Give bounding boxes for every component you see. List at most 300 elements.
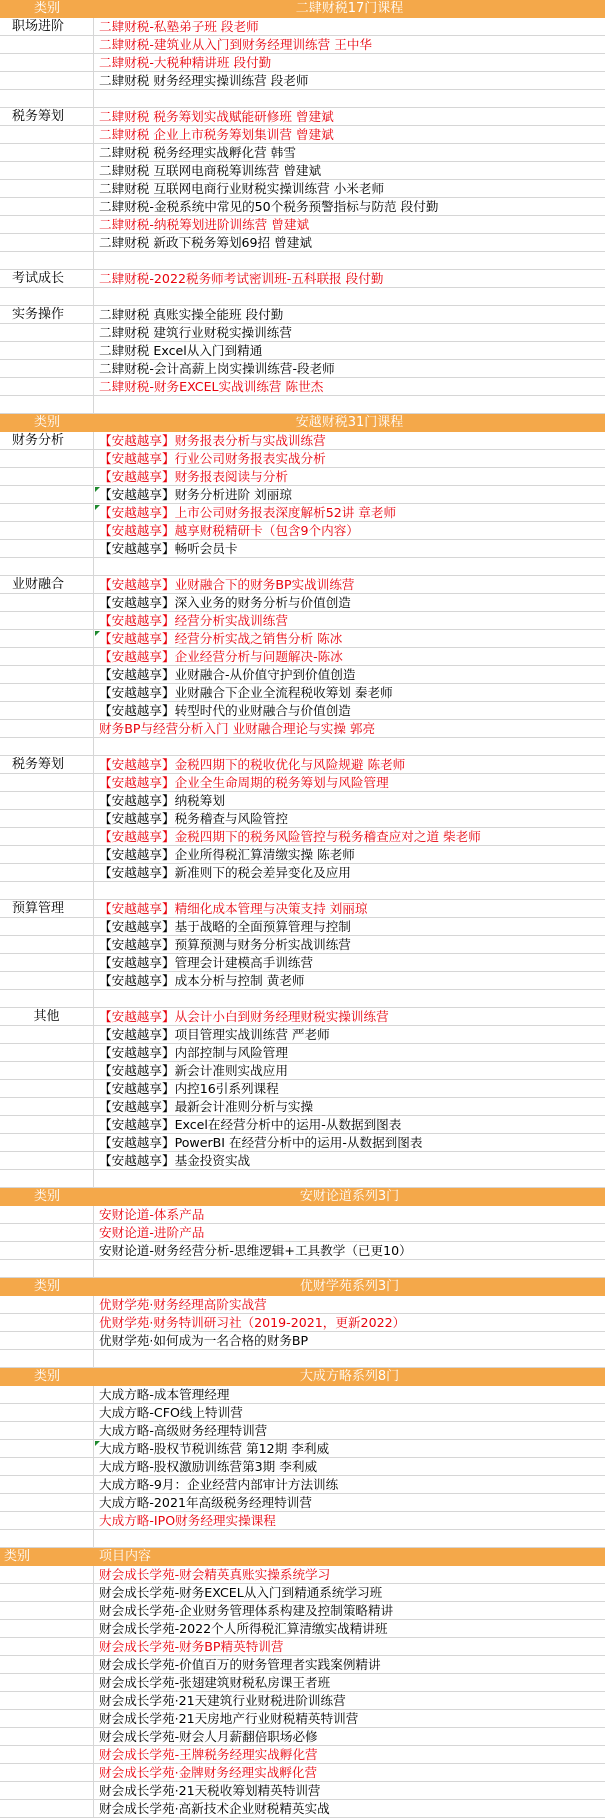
course-item: 大成方略-2021年高级税务经理特训营: [99, 1495, 312, 1510]
section-header-category: 类别: [33, 1, 60, 16]
course-item: 【安越越享】Excel在经营分析中的运用-从数据到图表: [99, 1117, 402, 1132]
category-cell: [0, 468, 94, 486]
course-row: [0, 234, 605, 252]
section-header-category: 类别: [4, 1549, 31, 1564]
category-cell: [0, 342, 94, 360]
course-row: [0, 216, 605, 234]
course-row: [0, 504, 605, 522]
course-row: [0, 1602, 605, 1620]
category-cell: [0, 1764, 94, 1782]
category-cell: [0, 1206, 94, 1224]
category-cell: [0, 1332, 94, 1350]
course-item: 财会成长学苑-财务EXCEL从入门到精通系统学习班: [99, 1585, 383, 1600]
course-item: [99, 1260, 603, 1278]
course-item: 【安越越享】越享财税精研卡（包含9个内容）: [99, 523, 359, 538]
course-row: [0, 1674, 605, 1692]
course-item: 二肆财税-大税种精讲班 段付勤: [99, 55, 272, 70]
category-cell: [0, 540, 94, 558]
course-item: 财会成长学苑·21天建筑行业财税进阶训练营: [99, 1693, 346, 1708]
course-row: [0, 828, 605, 846]
course-item: 财会成长学苑·21天房地产行业财税精英特训营: [99, 1711, 359, 1726]
category-cell: [0, 216, 94, 234]
course-item: 【安越越享】行业公司财务报表实战分析: [99, 451, 326, 466]
course-row: [0, 108, 605, 126]
category-cell: [0, 594, 94, 612]
category-cell: [0, 1638, 94, 1656]
section-header-category: 类别: [33, 1279, 60, 1294]
course-item: 二肆财税 真账实操全能班 段付勤: [99, 307, 284, 322]
course-row: [0, 1152, 605, 1170]
section-header-category: 类别: [33, 1189, 60, 1204]
category-cell: [0, 1692, 94, 1710]
category-cell: [0, 558, 94, 576]
category-cell: [0, 720, 94, 738]
course-item: 二肆财税-财务EXCEL实战训练营 陈世杰: [99, 379, 324, 394]
category-cell: [0, 738, 94, 756]
category-cell: [0, 522, 94, 540]
course-item: 【安越越享】从会计小白到财务经理财税实操训练营: [99, 1009, 389, 1024]
course-row: [0, 918, 605, 936]
category-cell: [0, 828, 94, 846]
category-cell: 预算管理: [0, 900, 94, 918]
course-row: [0, 342, 605, 360]
category-cell: [0, 1620, 94, 1638]
course-item: 二肆财税 互联网电商行业财税实操训练营 小米老师: [99, 181, 385, 196]
course-row: [0, 1296, 605, 1314]
course-item: 【安越越享】业财融合下的财务BP实战训练营: [99, 577, 355, 592]
course-item: 大成方略-高级财务经理特训营: [99, 1423, 268, 1438]
course-row: [0, 126, 605, 144]
course-row: [0, 1206, 605, 1224]
course-row: [0, 1134, 605, 1152]
category-cell: [0, 180, 94, 198]
course-row: [0, 684, 605, 702]
course-row: [0, 288, 605, 306]
course-item: [99, 90, 603, 108]
category-cell: 业财融合: [0, 576, 94, 594]
course-item: 【安越越享】预算预测与财务分析实战训练营: [99, 937, 351, 952]
course-item: 【安越越享】精细化成本管理与决策支持 刘丽琼: [99, 901, 368, 916]
course-item: [99, 882, 603, 900]
course-item: 【安越越享】基金投资实战: [99, 1153, 251, 1168]
course-row: [0, 54, 605, 72]
course-row: [0, 900, 605, 918]
course-item: [99, 738, 603, 756]
course-row: [0, 396, 605, 414]
category-cell: [0, 486, 94, 504]
course-row: [0, 864, 605, 882]
category-cell: [0, 1458, 94, 1476]
category-cell: [0, 1422, 94, 1440]
category-cell: [0, 1512, 94, 1530]
category-cell: [0, 1746, 94, 1764]
category-cell: [0, 1134, 94, 1152]
course-item: 优财学苑·财务特训研习社（2019-2021，更新2022）: [99, 1315, 406, 1330]
course-item: 二肆财税-会计高薪上岗实操训练营-段老师: [99, 361, 335, 376]
section-header: [0, 1548, 605, 1566]
course-row: [0, 1332, 605, 1350]
category-cell: [0, 630, 94, 648]
course-item: 财会成长学苑-财务BP精英特训营: [99, 1639, 284, 1654]
category-cell: [0, 252, 94, 270]
category-cell: [0, 1566, 94, 1584]
category-cell: [0, 1152, 94, 1170]
course-row: [0, 1620, 605, 1638]
course-item: 【安越越享】业财融合-从价值守护到价值创造: [99, 667, 356, 682]
course-item: 财务BP与经营分析入门 业财融合理论与实操 郭亮: [99, 721, 376, 736]
course-row: [0, 432, 605, 450]
course-row: [0, 1764, 605, 1782]
course-item: 【安越越享】管理会计建模高手训练营: [99, 955, 314, 970]
category-cell: 财务分析: [0, 432, 94, 450]
course-row: [0, 324, 605, 342]
course-item: 二肆财税 税务筹划实战赋能研修班 曾建斌: [99, 109, 334, 124]
course-item: 二肆财税 Excel从入门到精通: [99, 343, 263, 358]
course-row: [0, 648, 605, 666]
section-header-category: 类别: [33, 415, 60, 430]
course-row: [0, 72, 605, 90]
category-cell: [0, 1602, 94, 1620]
course-row: [0, 990, 605, 1008]
course-item: 二肆财税-纳税筹划进阶训练营 曾建斌: [99, 217, 310, 232]
category-cell: [0, 1062, 94, 1080]
course-row: [0, 1728, 605, 1746]
category-cell: [0, 1296, 94, 1314]
category-cell: [0, 54, 94, 72]
course-row: [0, 1350, 605, 1368]
category-cell: 税务筹划: [0, 108, 94, 126]
section-header: [0, 1278, 605, 1296]
course-row: [0, 1494, 605, 1512]
course-row: [0, 1026, 605, 1044]
course-row: [0, 630, 605, 648]
course-row: [0, 1692, 605, 1710]
course-item: 优财学苑·财务经理高阶实战营: [99, 1297, 267, 1312]
course-row: [0, 1422, 605, 1440]
course-row: [0, 1566, 605, 1584]
course-row: [0, 1062, 605, 1080]
course-row: [0, 540, 605, 558]
section-header: [0, 1188, 605, 1206]
category-cell: [0, 702, 94, 720]
course-item: 【安越越享】财务分析进阶 刘丽琼: [99, 487, 292, 502]
section-header: [0, 1368, 605, 1386]
course-item: 财会成长学苑-财会精英真账实操系统学习: [99, 1567, 331, 1582]
category-cell: 实务操作: [0, 306, 94, 324]
category-cell: [0, 792, 94, 810]
course-row: [0, 792, 605, 810]
course-row: [0, 306, 605, 324]
category-cell: [0, 360, 94, 378]
course-item: 【安越越享】纳税筹划: [99, 793, 225, 808]
course-row: [0, 576, 605, 594]
section-title: 优财学苑系列3门: [299, 1279, 400, 1294]
course-item: [99, 252, 603, 270]
course-row: [0, 468, 605, 486]
category-cell: [0, 864, 94, 882]
course-row: [0, 1458, 605, 1476]
course-row: [0, 756, 605, 774]
course-row: [0, 198, 605, 216]
category-cell: 其他: [0, 1008, 94, 1026]
course-row: [0, 558, 605, 576]
course-item: 【安越越享】转型时代的业财融合与价值创造: [99, 703, 351, 718]
course-item: 大成方略-IPO财务经理实操课程: [99, 1513, 276, 1528]
category-cell: [0, 972, 94, 990]
course-row: [0, 360, 605, 378]
course-item: 财会成长学苑-价值百万的财务管理者实践案例精讲: [99, 1657, 381, 1672]
category-cell: [0, 1080, 94, 1098]
course-item: 【安越越享】企业全生命周期的税务筹划与风险管理: [99, 775, 389, 790]
category-cell: [0, 1800, 94, 1818]
course-row: [0, 1584, 605, 1602]
category-cell: [0, 36, 94, 54]
course-item: 【安越越享】基于战略的全面预算管理与控制: [99, 919, 351, 934]
category-cell: [0, 1674, 94, 1692]
course-item: 财会成长学苑·金牌财务经理实战孵化营: [99, 1765, 318, 1780]
course-item: 【安越越享】深入业务的财务分析与价值创造: [99, 595, 351, 610]
course-item: 【安越越享】业财融合下企业全流程税收筹划 秦老师: [99, 685, 393, 700]
category-cell: 考试成长: [0, 270, 94, 288]
course-item: 【安越越享】畅听会员卡: [99, 541, 238, 556]
category-cell: [0, 648, 94, 666]
course-item: 财会成长学苑·21天税收筹划精英特训营: [99, 1783, 321, 1798]
category-cell: [0, 936, 94, 954]
category-cell: [0, 90, 94, 108]
course-row: [0, 972, 605, 990]
course-row: [0, 1098, 605, 1116]
course-row: [0, 720, 605, 738]
category-cell: [0, 954, 94, 972]
course-item: 大成方略-股权节税训练营 第12期 李利威: [99, 1441, 330, 1456]
course-item: 【安越越享】新准则下的税会差异变化及应用: [99, 865, 351, 880]
course-row: [0, 702, 605, 720]
category-cell: [0, 1314, 94, 1332]
course-item: 【安越越享】内控16引系列课程: [99, 1081, 279, 1096]
section-title: 安财论道系列3门: [299, 1189, 400, 1204]
course-item: 大成方略-成本管理经理: [99, 1387, 230, 1402]
course-item: 二肆财税-私塾弟子班 段老师: [99, 19, 259, 34]
course-item: 二肆财税-金税系统中常见的50个税务预警指标与防范 段付勤: [99, 199, 439, 214]
course-row: [0, 144, 605, 162]
course-item: [99, 990, 603, 1008]
course-row: [0, 378, 605, 396]
course-row: [0, 1656, 605, 1674]
course-item: 二肆财税-2022税务师考试密训班-五科联报 段付勤: [99, 271, 384, 286]
category-cell: [0, 1386, 94, 1404]
course-item: 【安越越享】新会计准则实战应用: [99, 1063, 288, 1078]
section-title: 二肆财税17门课程: [295, 1, 404, 16]
course-item: 【安越越享】PowerBI 在经营分析中的运用-从数据到图表: [99, 1135, 423, 1150]
category-cell: [0, 774, 94, 792]
category-cell: [0, 324, 94, 342]
course-item: 【安越越享】金税四期下的税务风险管控与税务稽查应对之道 柴老师: [99, 829, 481, 844]
course-row: [0, 90, 605, 108]
course-item: 二肆财税 建筑行业财税实操训练营: [99, 325, 292, 340]
course-row: [0, 18, 605, 36]
course-item: 安财论道-进阶产品: [99, 1225, 205, 1240]
category-cell: [0, 504, 94, 522]
course-row: [0, 1440, 605, 1458]
section-header: [0, 414, 605, 432]
course-item: [99, 288, 603, 306]
category-cell: [0, 846, 94, 864]
course-item: 【安越越享】财务报表阅读与分析: [99, 469, 288, 484]
category-cell: [0, 1260, 94, 1278]
category-cell: [0, 72, 94, 90]
course-item: 【安越越享】内部控制与风险管理: [99, 1045, 288, 1060]
course-item: 【安越越享】财务报表分析与实战训练营: [99, 433, 326, 448]
category-cell: [0, 1440, 94, 1458]
category-cell: [0, 1710, 94, 1728]
category-cell: [0, 1044, 94, 1062]
course-item: 【安越越享】上市公司财务报表深度解析52讲 章老师: [99, 505, 397, 520]
course-row: [0, 270, 605, 288]
category-cell: [0, 1404, 94, 1422]
category-cell: [0, 1782, 94, 1800]
category-cell: [0, 198, 94, 216]
category-cell: [0, 1476, 94, 1494]
category-cell: [0, 1116, 94, 1134]
course-row: [0, 1638, 605, 1656]
course-row: [0, 162, 605, 180]
course-row: [0, 612, 605, 630]
course-item: 财会成长学苑-企业财务管理体系构建及控制策略精讲: [99, 1603, 394, 1618]
course-row: [0, 180, 605, 198]
category-cell: [0, 1170, 94, 1188]
section-header-category: 类别: [33, 1369, 60, 1384]
category-cell: [0, 918, 94, 936]
course-row: [0, 810, 605, 828]
course-row: [0, 1224, 605, 1242]
category-cell: [0, 126, 94, 144]
course-row: [0, 486, 605, 504]
course-item: 【安越越享】税务稽查与风险管控: [99, 811, 288, 826]
section-title: 安越财税31门课程: [295, 415, 404, 430]
course-row: [0, 774, 605, 792]
category-cell: 职场进阶: [0, 18, 94, 36]
course-row: [0, 1530, 605, 1548]
course-item: 【安越越享】经营分析实战之销售分析 陈冰: [99, 631, 343, 646]
course-row: [0, 882, 605, 900]
category-cell: [0, 1494, 94, 1512]
section-title: 项目内容: [99, 1549, 152, 1564]
category-cell: [0, 666, 94, 684]
category-cell: [0, 1098, 94, 1116]
course-item: 【安越越享】金税四期下的税收优化与风险规避 陈老师: [99, 757, 406, 772]
category-cell: [0, 990, 94, 1008]
course-row: [0, 936, 605, 954]
course-row: [0, 1386, 605, 1404]
cell-comment-mark: [95, 487, 100, 492]
course-row: [0, 1512, 605, 1530]
course-row: [0, 36, 605, 54]
course-item: 大成方略-CFO线上特训营: [99, 1405, 243, 1420]
section-title: 大成方略系列8门: [299, 1369, 400, 1384]
course-row: [0, 846, 605, 864]
category-cell: 税务筹划: [0, 756, 94, 774]
cell-comment-mark: [95, 631, 100, 636]
course-row: [0, 666, 605, 684]
category-cell: [0, 1350, 94, 1368]
course-item: 【安越越享】最新会计准则分析与实操: [99, 1099, 314, 1114]
category-cell: [0, 162, 94, 180]
course-item: [99, 1170, 603, 1188]
course-row: [0, 1710, 605, 1728]
category-cell: [0, 1584, 94, 1602]
category-cell: [0, 1656, 94, 1674]
course-item: 二肆财税 企业上市税务筹划集训营 曾建斌: [99, 127, 334, 142]
section-header: [0, 0, 605, 18]
course-item: 【安越越享】企业所得税汇算清缴实操 陈老师: [99, 847, 355, 862]
course-item: 大成方略-股权激励训练营第3期 李利威: [99, 1459, 318, 1474]
category-cell: [0, 144, 94, 162]
course-item: 二肆财税-建筑业从入门到财务经理训练营 王中华: [99, 37, 373, 52]
course-row: [0, 1242, 605, 1260]
category-cell: [0, 1728, 94, 1746]
course-item: 财会成长学苑-王牌税务经理实战孵化营: [99, 1747, 318, 1762]
category-cell: [0, 378, 94, 396]
category-cell: [0, 1242, 94, 1260]
course-row: [0, 1116, 605, 1134]
cell-comment-mark: [95, 1441, 100, 1446]
course-item: 财会成长学苑-2022个人所得税汇算清缴实战精讲班: [99, 1621, 388, 1636]
course-item: 安财论道-财务经营分析-思维逻辑+工具教学（已更10）: [99, 1243, 412, 1258]
course-row: [0, 1800, 605, 1818]
course-item: 【安越越享】经营分析实战训练营: [99, 613, 288, 628]
category-cell: [0, 234, 94, 252]
category-cell: [0, 612, 94, 630]
category-cell: [0, 1224, 94, 1242]
course-row: [0, 1080, 605, 1098]
category-cell: [0, 288, 94, 306]
course-item: 财会成长学苑-财会人月薪翻倍职场必修: [99, 1729, 318, 1744]
course-item: 财会成长学苑-张翅建筑财税私房课王者班: [99, 1675, 331, 1690]
course-item: 安财论道-体系产品: [99, 1207, 205, 1222]
course-row: [0, 738, 605, 756]
category-cell: [0, 396, 94, 414]
course-row: [0, 450, 605, 468]
category-cell: [0, 882, 94, 900]
course-row: [0, 1782, 605, 1800]
category-cell: [0, 684, 94, 702]
course-row: [0, 594, 605, 612]
course-item: 二肆财税 互联网电商税筹训练营 曾建斌: [99, 163, 322, 178]
course-item: 二肆财税 税务经理实战孵化营 韩雪: [99, 145, 296, 160]
course-item: 大成方略-9月：企业经营内部审计方法训练: [99, 1477, 339, 1492]
course-row: [0, 1746, 605, 1764]
course-row: [0, 1044, 605, 1062]
course-item: 优财学苑·如何成为一名合格的财务BP: [99, 1333, 309, 1348]
course-row: [0, 1404, 605, 1422]
course-row: [0, 522, 605, 540]
course-item: 【安越越享】成本分析与控制 黄老师: [99, 973, 305, 988]
category-cell: [0, 450, 94, 468]
course-row: [0, 954, 605, 972]
category-cell: [0, 1026, 94, 1044]
course-row: [0, 1314, 605, 1332]
category-cell: [0, 810, 94, 828]
course-row: [0, 252, 605, 270]
course-item: [99, 396, 603, 414]
course-row: [0, 1008, 605, 1026]
course-item: 【安越越享】企业经营分析与问题解决-陈冰: [99, 649, 343, 664]
cell-comment-mark: [95, 505, 100, 510]
course-item: [99, 1530, 603, 1548]
course-item: [99, 1350, 603, 1368]
course-item: 二肆财税 财务经理实操训练营 段老师: [99, 73, 309, 88]
course-item: 二肆财税 新政下税务筹划69招 曾建斌: [99, 235, 312, 250]
